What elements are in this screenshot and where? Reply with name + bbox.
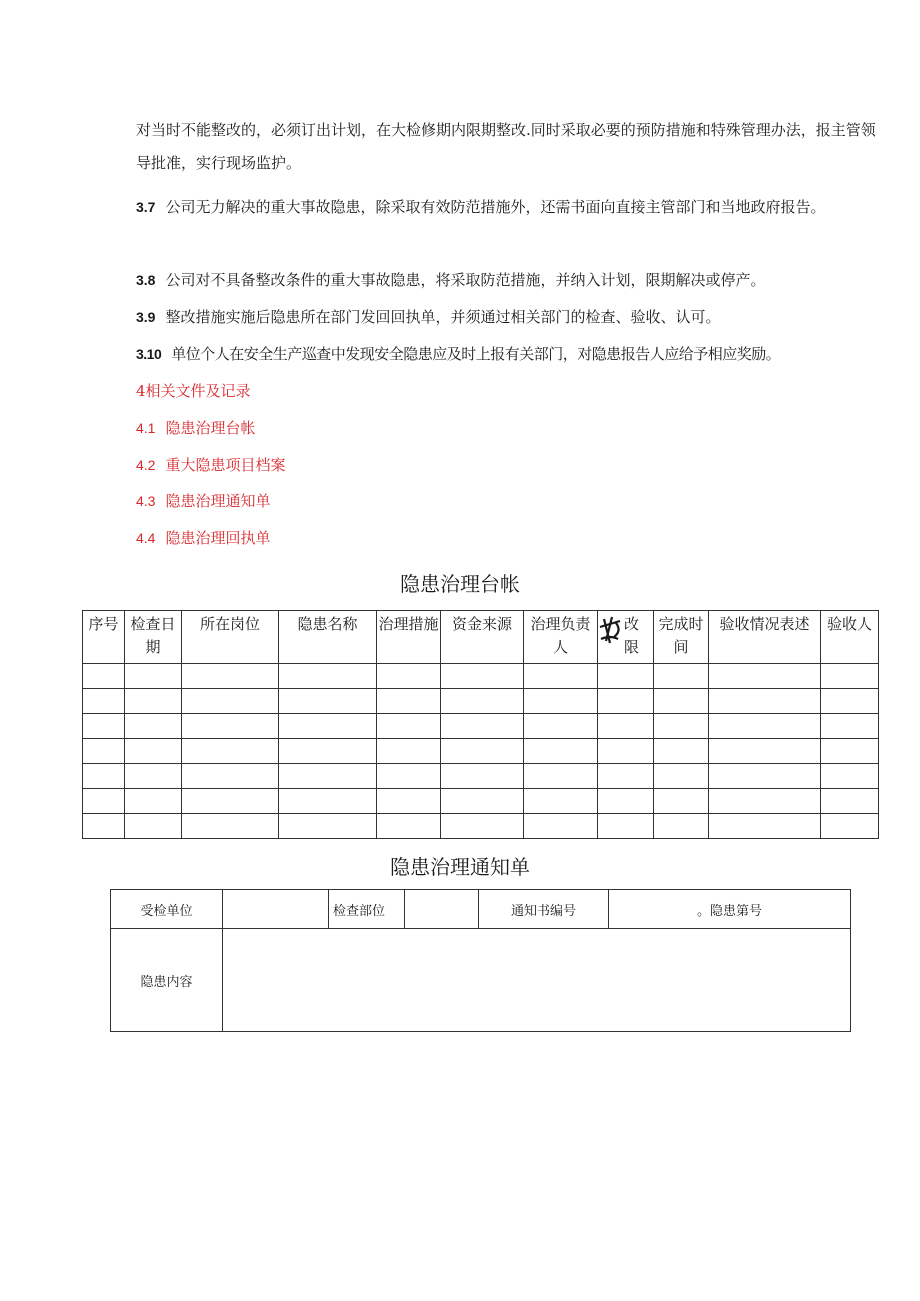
table-cell[interactable] [598,689,654,714]
table-cell[interactable] [182,664,279,689]
dept-label: 检查部位 [329,890,405,929]
table-cell[interactable] [125,714,182,739]
dept-value-cell[interactable] [405,890,479,929]
table-cell[interactable] [709,814,821,839]
table-cell[interactable] [598,664,654,689]
table-cell[interactable] [524,714,598,739]
table-cell[interactable] [821,814,879,839]
header-cell: 治理负责人 [524,611,598,664]
item-number: 4.4 [136,530,156,546]
clause-number: 3.10 [136,346,162,362]
unit-label: 受检单位 [111,890,223,929]
unit-value-cell[interactable] [223,890,329,929]
table-cell[interactable] [182,689,279,714]
clause-3-9 [136,301,880,334]
section-4-heading: 4相关文件及记录 [136,382,251,400]
table-cell[interactable] [821,664,879,689]
header-cell-deadline [598,611,654,664]
clause-number: 3.8 [136,272,156,288]
section-4-item [136,449,880,482]
table-cell[interactable] [821,714,879,739]
clause-text: 公司对不具备整改条件的重大事故隐患，将采取防范措施，并纳入计划，限期解决或停产。 [165,271,766,289]
paragraph-text: 对当时不能整改的，必须订出计划，在大检修期内限期整改.同时采取必要的预防措施和特殊管理办法，报主管领导批准，实行现场监护。 [136,121,876,172]
clause-number: 3.9 [136,309,156,325]
table-cell[interactable] [709,689,821,714]
table-cell[interactable] [654,689,709,714]
table-cell[interactable] [377,789,441,814]
table-cell[interactable] [279,689,377,714]
paragraph-continuation [136,114,880,180]
table-cell[interactable] [524,814,598,839]
clause-text: 单位个人在安全生产巡查中发现安全隐患应及时上报有关部门，对隐患报告人应给予相应奖励。 [171,345,781,363]
header-cell: 隐患名称 [279,611,377,664]
table-cell[interactable] [654,714,709,739]
notice-table [110,889,851,1032]
table-cell[interactable] [83,764,125,789]
table-cell[interactable] [182,814,279,839]
table-cell[interactable] [524,739,598,764]
table-cell[interactable] [377,689,441,714]
table-cell[interactable] [279,814,377,839]
table-cell[interactable] [441,764,524,789]
table-cell[interactable] [377,664,441,689]
table-cell[interactable] [524,689,598,714]
item-number: 4.2 [136,457,156,473]
notice-no-label: 通知书编号 [479,890,609,929]
section-4-item [136,412,880,445]
table-cell[interactable] [377,714,441,739]
table-cell[interactable] [821,789,879,814]
header-cell: 检查日期 [125,611,182,664]
table-cell[interactable] [377,764,441,789]
table-cell[interactable] [709,714,821,739]
item-text: 隐患治理通知单 [165,492,271,510]
table-cell[interactable] [182,714,279,739]
ledger-table [82,610,879,839]
table-cell[interactable] [654,664,709,689]
table-cell[interactable] [377,739,441,764]
table-cell[interactable] [279,664,377,689]
table-cell[interactable] [598,814,654,839]
header-cell: 所在岗位 [182,611,279,664]
table-cell[interactable] [279,714,377,739]
table-cell[interactable] [441,739,524,764]
table-cell[interactable] [709,664,821,689]
table-cell[interactable] [125,689,182,714]
header-cell: 资金来源 [441,611,524,664]
header-cell-text: 改限 [624,615,640,656]
table-cell[interactable] [83,664,125,689]
table-row [83,714,879,739]
clause-3-8 [136,264,880,297]
table-cell[interactable] [125,764,182,789]
clause-3-7 [136,191,880,224]
table-cell[interactable] [182,764,279,789]
table-cell[interactable] [821,739,879,764]
table-cell[interactable] [83,789,125,814]
ledger-title: 隐患治理台帐 [400,572,520,596]
item-number: 4.3 [136,493,156,509]
notice-row-2 [111,929,851,1032]
table-cell[interactable] [598,764,654,789]
notice-title: 隐患治理通知单 [390,855,530,879]
table-cell[interactable] [125,814,182,839]
header-cell: 验收情况表述 [709,611,821,664]
table-row [83,789,879,814]
ledger-header-row [83,611,879,664]
header-cell: 序号 [83,611,125,664]
table-cell[interactable] [441,814,524,839]
table-cell[interactable] [182,789,279,814]
table-cell[interactable] [83,739,125,764]
item-number: 4.1 [136,420,156,436]
header-cell: 验收人 [821,611,879,664]
table-cell[interactable] [182,739,279,764]
clause-text: 整改措施实施后隐患所在部门发回回执单，并须通过相关部门的检查、验收、认可。 [165,308,721,326]
item-text: 重大隐患项目档案 [165,456,286,474]
table-row [83,664,879,689]
table-cell[interactable] [83,714,125,739]
table-cell[interactable] [524,789,598,814]
table-cell[interactable] [709,789,821,814]
table-cell[interactable] [598,789,654,814]
notice-row-1 [111,890,851,929]
table-row [83,689,879,714]
table-cell[interactable] [821,689,879,714]
table-cell[interactable] [654,789,709,814]
table-row [83,739,879,764]
table-cell[interactable] [279,764,377,789]
item-text: 隐患治理回执单 [165,529,271,547]
table-cell[interactable] [441,664,524,689]
hazard-no-label: 。隐患第号 [609,890,851,929]
content-label: 隐患内容 [111,929,223,1032]
table-cell[interactable] [83,814,125,839]
table-cell[interactable] [125,739,182,764]
table-cell[interactable] [83,689,125,714]
table-cell[interactable] [441,789,524,814]
handwritten-mark-icon [598,613,624,647]
table-cell[interactable] [279,739,377,764]
section-4-item [136,485,880,518]
item-text: 隐患治理台帐 [165,419,256,437]
table-cell[interactable] [377,814,441,839]
table-cell[interactable] [279,789,377,814]
clause-number: 3.7 [136,199,156,215]
clause-3-10 [136,338,896,371]
header-cell: 完成时间 [654,611,709,664]
table-row [83,814,879,839]
table-row [83,764,879,789]
table-cell[interactable] [654,764,709,789]
table-cell[interactable] [441,689,524,714]
table-cell[interactable] [654,814,709,839]
content-value-cell[interactable] [223,929,851,1032]
table-cell[interactable] [598,714,654,739]
table-cell[interactable] [709,764,821,789]
table-cell[interactable] [709,739,821,764]
table-cell[interactable] [598,739,654,764]
table-cell[interactable] [821,764,879,789]
table-cell[interactable] [524,664,598,689]
table-cell[interactable] [441,714,524,739]
table-cell[interactable] [125,664,182,689]
table-cell[interactable] [125,789,182,814]
section-4-item [136,522,880,555]
table-cell[interactable] [524,764,598,789]
table-cell[interactable] [654,739,709,764]
clause-text: 公司无力解决的重大事故隐患，除采取有效防范措施外，还需书面向直接主管部门和当地政府报告。 [165,198,826,216]
header-cell: 治理措施 [377,611,441,664]
